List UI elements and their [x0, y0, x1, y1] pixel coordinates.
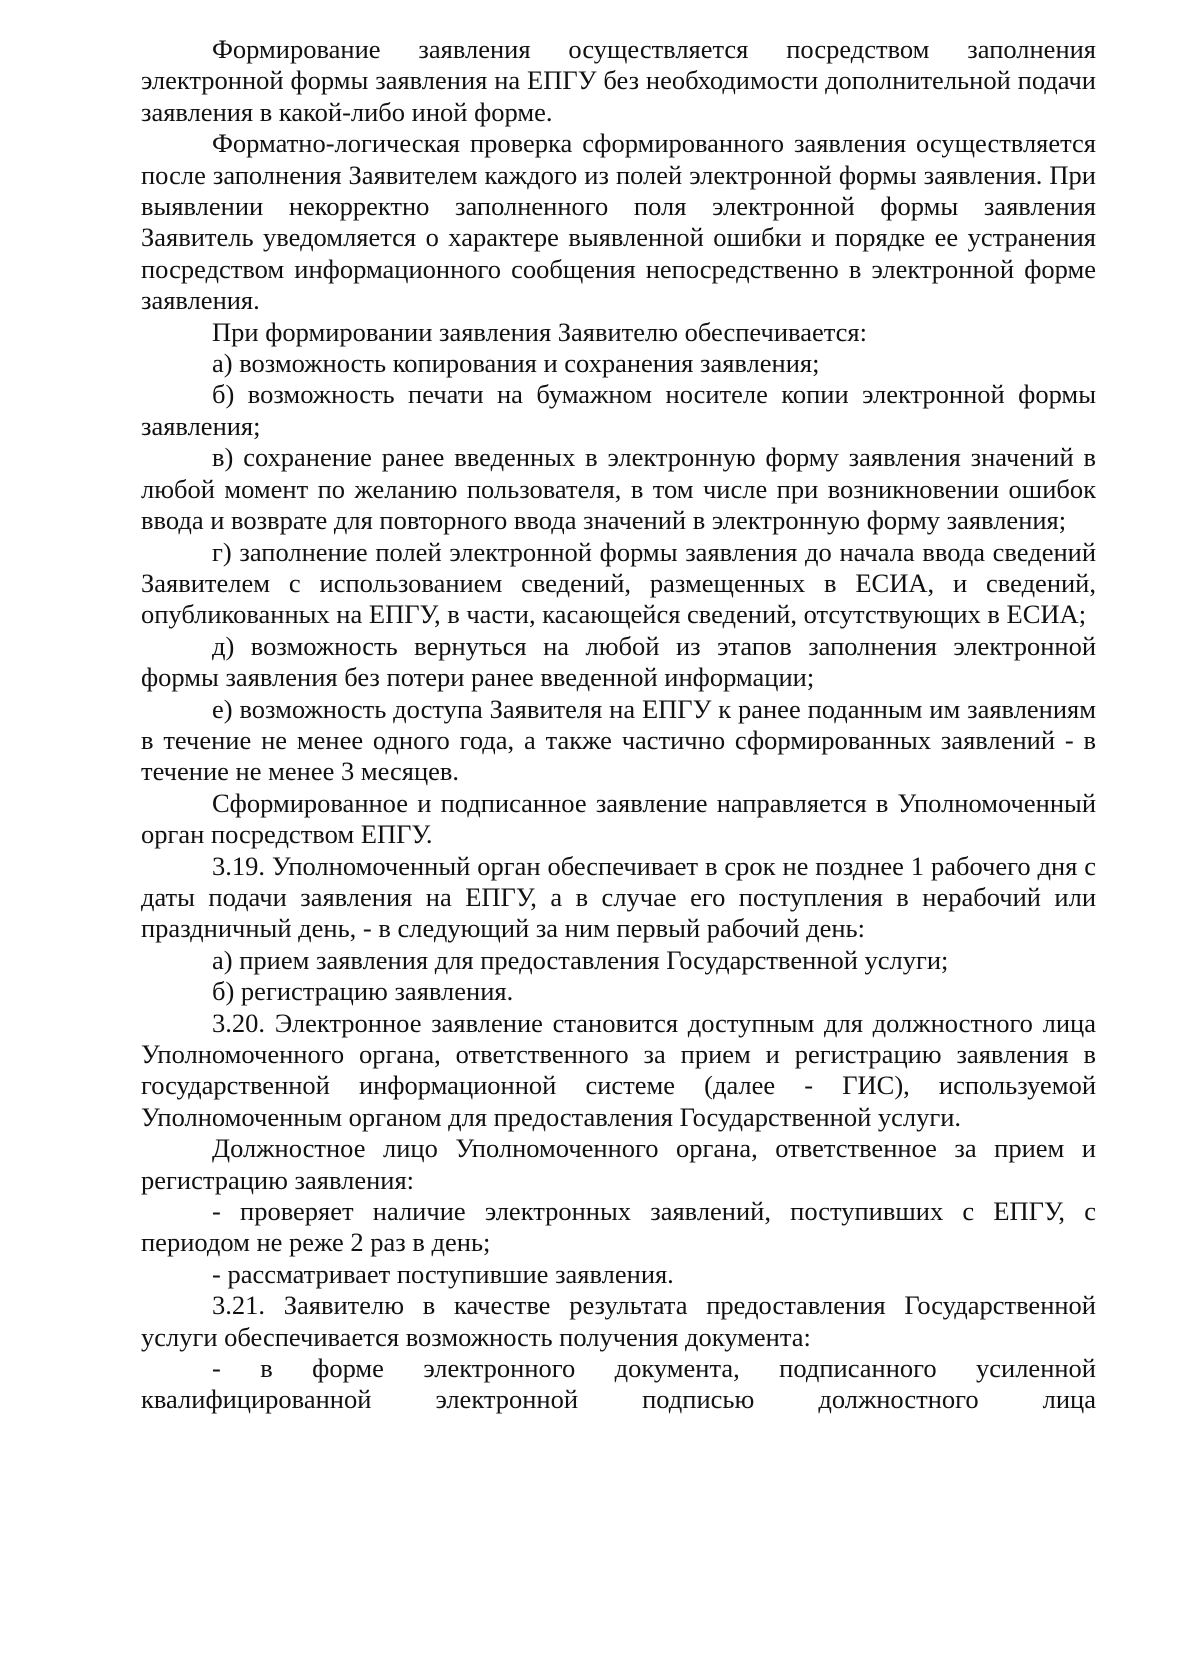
- paragraph: При формировании заявления Заявителю обеспечивается:: [212, 316, 867, 347]
- paragraph: а) прием заявления для предоставления Государственной услуги;: [212, 944, 949, 975]
- paragraph: д) возможность вернуться на любой из этапов заполнения электронной формы заявления без потери ранее введенной информации;: [141, 630, 1096, 693]
- paragraph: - проверяет наличие электронных заявлений, поступивших с ЕПГУ, с периодом не реже 2 раз в день;: [141, 1196, 1096, 1258]
- paragraph: 3.20. Электронное заявление становится доступным для должностного лица Уполномоченного органа, ответственного за прием и регистрацию заявления в государственной информационной системе (далее - ГИС), используемой Уполномоченным органом для предоставления Государственной услуги.: [141, 1007, 1096, 1132]
- paragraph: Формирование заявления осуществляется посредством заполнения электронной формы заявления на ЕПГУ без необходимости дополнительной подачи заявления в какой-либо иной форме.: [141, 34, 1096, 127]
- paragraph: а) возможность копирования и сохранения заявления;: [212, 348, 820, 379]
- paragraph: 3.19. Уполномоченный орган обеспечивает в срок не позднее 1 рабочего дня с даты подачи заявления на ЕПГУ, а в случае его поступления в нерабочий или праздничный день, - в следующий за ним первый рабочий день:: [141, 850, 1096, 944]
- paragraph: Форматно-логическая проверка сформированного заявления осуществляется после заполнения Заявителем каждого из полей электронной формы заявления. При выявлении некорректно заполненного поля электронной формы заявления Заявитель уведомляется о характере выявленной ошибки и порядке ее устранения посредством информационного сообщения непосредственно в электронной форме заявления.: [141, 128, 1096, 316]
- document-body: [141, 34, 1096, 1416]
- paragraph: е) возможность доступа Заявителя на ЕПГУ к ранее поданным им заявлениям в течение не менее одного года, а также частично сформированных заявлений - в течение не менее 3 месяцев.: [141, 693, 1096, 787]
- paragraph: Должностное лицо Уполномоченного органа, ответственное за прием и регистрацию заявления:: [141, 1133, 1096, 1195]
- paragraph: - в форме электронного документа, подписанного усиленной квалифицированной электронной подписью должностного лица: [141, 1353, 1096, 1415]
- paragraph: б) регистрацию заявления.: [212, 976, 514, 1007]
- paragraph: б) возможность печати на бумажном носителе копии электронной формы заявления;: [141, 379, 1096, 441]
- paragraph: в) сохранение ранее введенных в электронную форму заявления значений в любой момент по желанию пользователя, в том числе при возникновении ошибок ввода и возврате для повторного ввода значений в электронную форму заявления;: [141, 442, 1096, 536]
- paragraph: Сформированное и подписанное заявление направляется в Уполномоченный орган посредством ЕПГУ.: [141, 787, 1096, 850]
- paragraph: 3.21. Заявителю в качестве результата предоставления Государственной услуги обеспечивается возможность получения документа:: [141, 1290, 1096, 1352]
- paragraph: - рассматривает поступившие заявления.: [212, 1258, 674, 1289]
- paragraph: г) заполнение полей электронной формы заявления до начала ввода сведений Заявителем с использованием сведений, размещенных в ЕСИА, и сведений, опубликованных на ЕПГУ, в части, касающейся сведений, отсутствующих в ЕСИА;: [141, 536, 1096, 630]
